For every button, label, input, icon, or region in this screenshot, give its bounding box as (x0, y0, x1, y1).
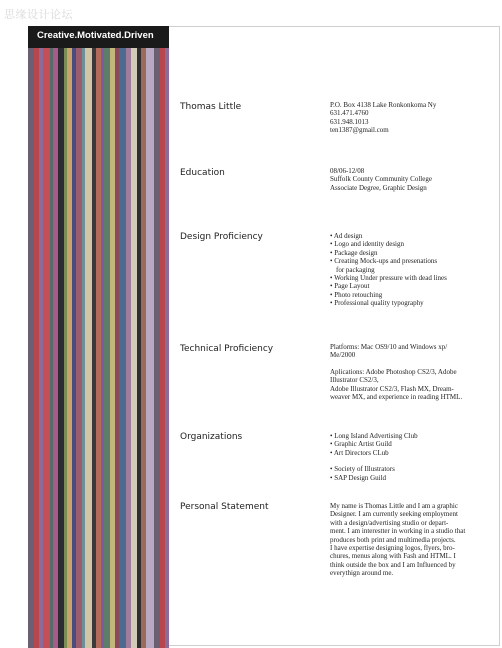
list-item: • Long Island Advertising Club (330, 432, 418, 440)
list-item: • Art Directors CLub (330, 448, 389, 457)
tagline-text: Creative.Motivated.Driven (37, 30, 154, 41)
list-item: • Graphic Artist Guild (330, 440, 392, 449)
stripe-sidebar (28, 26, 169, 648)
education-heading: Education (180, 168, 225, 178)
tagline-banner (28, 26, 169, 48)
technical-line: Platforms: Mac OS9/10 and Windows xp/ (330, 343, 448, 351)
technical-line: Illustrator CS2/3, (330, 376, 379, 385)
education-details (330, 167, 432, 192)
list-item: • Ad design (330, 232, 363, 240)
statement-line: produces both print and multimedia projects. (330, 535, 456, 544)
education-dates: 08/06-12/08 (330, 167, 365, 175)
stripe (146, 26, 154, 648)
statement-line: My name is Thomas Little and I am a graphic (330, 502, 458, 510)
statement-text (330, 502, 465, 578)
contact-email: ten1387@gmail.com (330, 126, 389, 135)
statement-line: Designer. I am currently seeking employment (330, 510, 458, 519)
stripe (165, 26, 169, 648)
statement-line: ment. I am interestter in working in a studio that (330, 527, 466, 536)
list-item: • Professional quality typography (330, 299, 424, 308)
list-item: • Package design (330, 248, 378, 257)
technical-line: Me/2000 (330, 351, 356, 360)
technical-line: Adobe Illustrator CS2/3, Flash MX, Dream- (330, 384, 454, 393)
watermark-text: 思缘设计论坛 (4, 8, 73, 21)
list-item: • Working Under pressure with dead lines (330, 274, 447, 283)
technical-line: weaver MX, and experience in reading HTML. (330, 393, 463, 402)
list-item: • Page Layout (330, 282, 370, 291)
organizations-heading: Organizations (180, 432, 243, 442)
contact-phone-1: 631.471.4760 (330, 109, 369, 118)
list-item: • Society of Illustrators (330, 465, 395, 474)
statement-line: chures, menus along with Fash and HTML. I (330, 552, 456, 561)
education-school: Suffolk County Community College (330, 175, 432, 184)
statement-line: with a design/advertising studio or depart- (330, 518, 449, 527)
list-item: • SAP Design Guild (330, 473, 387, 482)
stripe-pattern (28, 26, 169, 648)
statement-line: think outside the box and I am Influenced by (330, 560, 456, 569)
technical-details (330, 343, 462, 401)
stripe (43, 26, 50, 648)
stripe (119, 26, 126, 648)
list-item: for packaging (336, 265, 375, 274)
contact-phone-2: 631.948.1013 (330, 117, 369, 126)
technical-line: Aplications: Adobe Photoshop CS2/3, Adobe (330, 367, 457, 376)
technical-heading: Technical Proficiency (180, 344, 274, 354)
statement-line: I have expertise designing logos, flyers, bro- (330, 544, 455, 553)
statement-heading: Personal Statement (180, 502, 269, 512)
contact-details (330, 101, 436, 135)
contact-address: P.O. Box 4138 Lake Ronkonkoma Ny (330, 101, 437, 109)
list-item: • Photo retouching (330, 290, 383, 299)
organizations-list (330, 432, 418, 482)
list-item: • Creating Mock-ups and presenations (330, 257, 438, 266)
stripe (85, 26, 92, 648)
statement-line: everythign around me. (330, 569, 394, 578)
education-degree: Associate Degree, Graphic Design (330, 183, 427, 192)
design-list (330, 232, 447, 308)
list-item: • Logo and identity design (330, 240, 404, 249)
design-heading: Design Proficiency (180, 232, 263, 242)
contact-heading: Thomas Little (180, 102, 242, 112)
